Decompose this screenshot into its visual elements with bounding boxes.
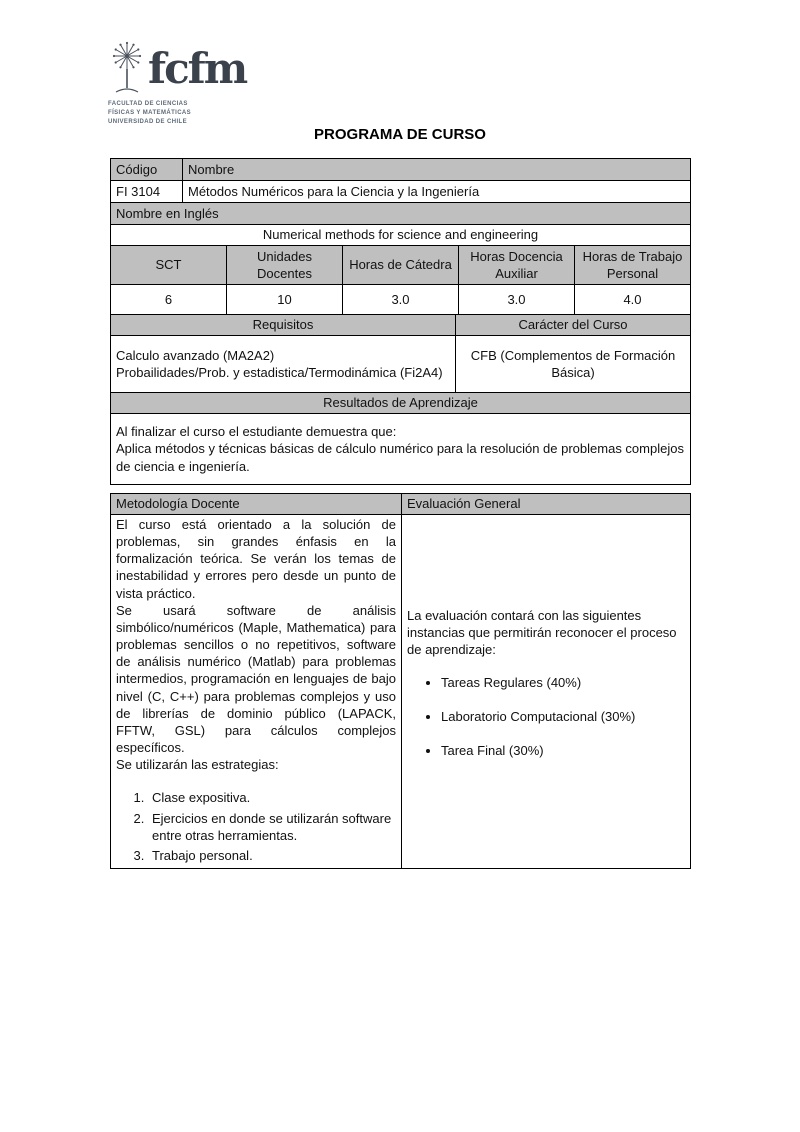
horas-trabajo-personal-header-cell: Horas de Trabajo Personal	[575, 246, 691, 285]
evaluacion-bullet: • Tareas Regulares (40%)	[441, 674, 685, 691]
requisitos-caracter-table	[110, 314, 691, 393]
evaluacion-bullet: • Laboratorio Computacional (30%)	[441, 708, 685, 725]
unidades-docentes-header-cell: Unidades Docentes	[227, 246, 343, 285]
caracter-value-cell: CFB (Complementos de Formación Básica)	[456, 336, 691, 393]
nombre-ingles-value-cell: Numerical methods for science and engineering	[111, 225, 691, 246]
horas-docencia-auxiliar-header-cell: Horas Docencia Auxiliar	[459, 246, 575, 285]
requisito-line: Probailidades/Prob. y estadistica/Termodinámica (Fi2A4)	[116, 365, 443, 380]
metodologia-step: 3. Trabajo personal.	[148, 847, 396, 864]
code-name-table	[110, 158, 691, 203]
sct-header-cell: SCT	[111, 246, 227, 285]
resultados-header-cell: Resultados de Aprendizaje	[111, 393, 691, 414]
horas-catedra-value-cell: 3.0	[343, 285, 459, 315]
evaluacion-header-cell: Evaluación General	[402, 494, 691, 515]
metodologia-steps-list	[116, 789, 396, 864]
horas-trabajo-personal-value-cell: 4.0	[575, 285, 691, 315]
metodologia-header-cell: Metodología Docente	[111, 494, 402, 515]
requisitos-value-cell	[111, 336, 456, 393]
resultados-body: Aplica métodos y técnicas básicas de cálculo numérico para la resolución de problemas complejos de ciencia e ingeniería.	[116, 441, 684, 474]
fcfm-logo	[108, 40, 258, 127]
horas-docencia-auxiliar-value-cell: 3.0	[459, 285, 575, 315]
course-info-section	[110, 158, 691, 485]
evaluacion-body-cell	[402, 515, 691, 869]
requisitos-header-cell: Requisitos	[111, 315, 456, 336]
english-name-table	[110, 202, 691, 246]
metodologia-paragraph: El curso está orientado a la solución de problemas, sin grandes énfasis en la formalización teórica. Se verán los temas de inestabilidad y errores pero desde un punto de vista práctico.	[116, 517, 396, 601]
evaluacion-intro: La evaluación contará con las siguientes instancias que permitirán reconocer el proceso de aprendizaje:	[407, 607, 677, 657]
metodologia-step: 2. Ejercicios en donde se utilizarán software entre otras herramientas.	[148, 810, 396, 844]
logo-caption	[108, 100, 258, 127]
tree-emblem-icon	[108, 40, 146, 96]
caracter-header-cell: Carácter del Curso	[456, 315, 691, 336]
codigo-header-cell: Código	[111, 159, 183, 181]
method-eval-table	[110, 493, 691, 869]
resultados-value-cell	[111, 414, 691, 485]
metodologia-step: 1. Clase expositiva.	[148, 789, 396, 806]
evaluacion-bullet: • Tarea Final (30%)	[441, 742, 685, 759]
metodologia-paragraph: Se utilizarán las estrategias:	[116, 757, 279, 773]
nombre-header-cell: Nombre	[183, 159, 691, 181]
logo-row	[108, 40, 258, 96]
metodologia-body-cell	[111, 515, 402, 869]
sct-value-cell: 6	[111, 285, 227, 315]
logo-caption-line: UNIVERSIDAD DE CHILE	[108, 119, 188, 125]
nombre-value-cell: Métodos Numéricos para la Ciencia y la Ingeniería	[183, 181, 691, 203]
credits-hours-table	[110, 245, 691, 315]
requisito-line: Calculo avanzado (MA2A2)	[116, 347, 275, 363]
logo-caption-line: FÍSICAS Y MATEMÁTICAS	[108, 110, 192, 116]
codigo-value-cell: FI 3104	[111, 181, 183, 203]
evaluacion-bullets-list	[407, 674, 685, 759]
page-title: PROGRAMA DE CURSO	[314, 126, 486, 143]
logo-caption-line: FACULTAD DE CIENCIAS	[108, 101, 188, 107]
metodologia-paragraph: Se usará software de análisis simbólico/numéricos (Maple, Mathematica) para problemas sencillos o no repetitivos, software de análisis numérico (Matlab) para problemas intermedios, programación en lenguajes de bajo nivel (C, C++) para problemas complejos y uso de librerías de dominio público (LAPACK, FFTW, GSL) para cálculos complejos específicos.	[116, 602, 396, 756]
method-eval-section	[110, 493, 691, 869]
nombre-ingles-header-cell: Nombre en Inglés	[111, 203, 691, 225]
resultados-intro: Al finalizar el curso el estudiante demuestra que:	[116, 424, 397, 440]
horas-catedra-header-cell: Horas de Cátedra	[343, 246, 459, 285]
resultados-table	[110, 392, 691, 485]
unidades-docentes-value-cell: 10	[227, 285, 343, 315]
fcfm-wordmark: fcfm	[148, 44, 247, 93]
